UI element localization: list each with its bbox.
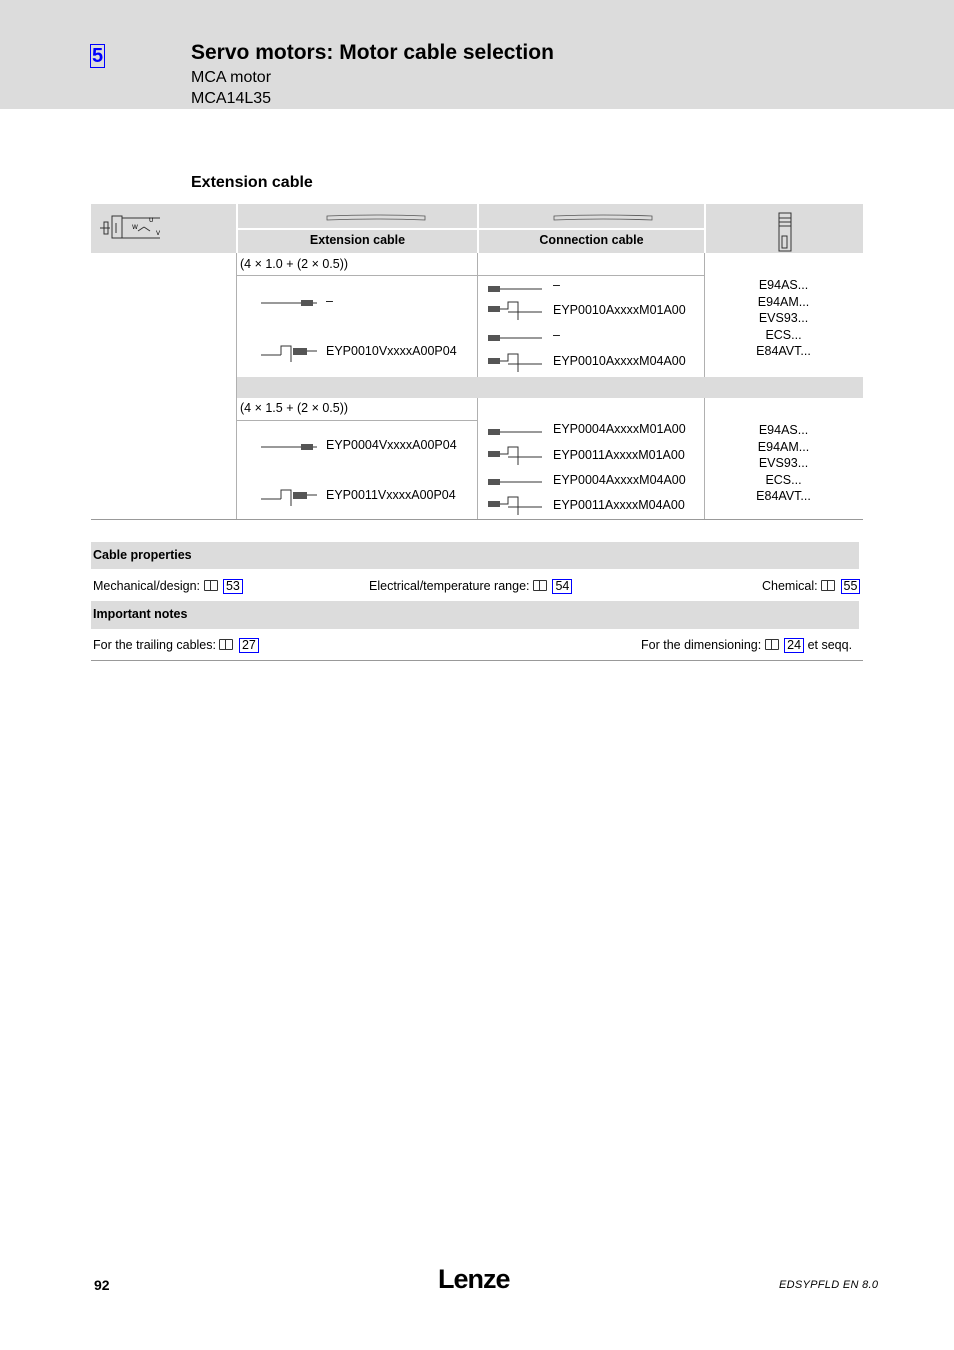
extension-cable-straight-icon [261, 297, 317, 309]
mechanical-ref [93, 579, 243, 594]
drive-item: E94AS... [758, 423, 809, 437]
chapter-number[interactable]: 5 [91, 45, 104, 67]
chemical-label: Chemical: [762, 579, 818, 593]
drive-item: ECS... [765, 472, 802, 487]
trailing-page-link[interactable]: 27 [239, 638, 259, 653]
extension-header-icon-cell [238, 204, 477, 228]
drive-header-cell [706, 204, 863, 253]
mechanical-label: Mechanical/design: [93, 579, 201, 593]
connection-cable-straight-icon [488, 284, 542, 294]
extension-column-header: Extension cable [238, 230, 477, 253]
drive-item: E94AM... [757, 294, 810, 309]
extension-cable-angled-icon [261, 342, 317, 364]
svg-text:U: U [149, 217, 154, 224]
svg-text:W: W [132, 224, 138, 231]
electrical-ref [369, 579, 572, 594]
connection-code: EYP0010AxxxxM01A00 [553, 303, 686, 317]
chemical-ref [762, 579, 860, 594]
connection-code: EYP0010AxxxxM04A00 [553, 354, 686, 368]
connection-code: EYP0011AxxxxM04A00 [553, 498, 685, 512]
drive-item: E94AS... [758, 278, 809, 292]
book-icon [821, 580, 835, 591]
trailing-label: For the trailing cables: [93, 638, 216, 652]
motor-header-cell [91, 204, 236, 253]
connection-cable-straight-icon [488, 333, 542, 343]
motor-icon [100, 213, 160, 243]
drive-item: EVS93... [758, 456, 809, 470]
page-number: 92 [94, 1277, 110, 1293]
chemical-page-link[interactable]: 55 [841, 579, 861, 594]
dimensioning-label: For the dimensioning: [641, 638, 762, 652]
dimensioning-page-link[interactable]: 24 [784, 638, 804, 653]
connection-cable-angled-icon [488, 300, 542, 322]
book-icon [765, 639, 779, 650]
connection-code: EYP0004AxxxxM04A00 [553, 473, 686, 487]
connection-header-icon-cell [479, 204, 704, 228]
trailing-ref [93, 638, 259, 653]
connection-column-header: Connection cable [479, 230, 704, 253]
extension-cable-straight-icon [261, 441, 317, 453]
book-icon [204, 580, 218, 591]
page-subtitle-model: MCA14L35 [191, 90, 272, 107]
mechanical-page-link[interactable]: 53 [223, 579, 243, 594]
group-separator [237, 377, 863, 398]
connection-code: EYP0004AxxxxM01A00 [553, 422, 686, 436]
drive-item: E84AVT... [756, 489, 811, 503]
connection-code: EYP0011AxxxxM01A00 [553, 448, 685, 462]
connection-code: – [553, 328, 560, 342]
important-notes-heading: Important notes [91, 601, 859, 629]
connection-cable-angled-icon [488, 445, 542, 467]
book-icon [533, 580, 547, 591]
extension-code: – [326, 294, 333, 308]
page-subtitle-motor: MCA motor [191, 69, 272, 86]
cable-spec-1: (4 × 1.0 + (2 × 0.5)) [240, 257, 349, 271]
lenze-logo: Lenze [438, 1264, 510, 1294]
connection-cable-straight-icon [488, 477, 542, 487]
book-icon [219, 639, 233, 650]
connection-code: – [553, 278, 560, 292]
drive-item: ECS... [765, 327, 802, 342]
connection-cable-angled-icon [488, 352, 542, 374]
cable-spec-2: (4 × 1.5 + (2 × 0.5)) [240, 401, 349, 415]
electrical-page-link[interactable]: 54 [552, 579, 572, 594]
extension-code: EYP0011VxxxxA00P04 [326, 488, 456, 502]
page-title: Servo motors: Motor cable selection [191, 41, 554, 64]
connection-cable-angled-icon [488, 495, 542, 517]
cable-icon [553, 214, 653, 222]
drive-list-1 [706, 277, 861, 360]
extension-code: EYP0010VxxxxA00P04 [326, 344, 457, 358]
extension-cable-angled-icon [261, 486, 317, 508]
drive-item: E94AM... [757, 439, 810, 454]
drive-item: EVS93... [758, 311, 809, 325]
extension-code: EYP0004VxxxxA00P04 [326, 438, 457, 452]
drive-controller-icon [778, 212, 792, 252]
drive-list-2 [706, 422, 861, 505]
cable-icon [326, 214, 426, 222]
dimensioning-ref [641, 638, 852, 653]
cable-properties-heading: Cable properties [91, 542, 859, 569]
drive-item: E84AVT... [756, 344, 811, 358]
electrical-label: Electrical/temperature range: [369, 579, 530, 593]
svg-text:V: V [156, 230, 160, 237]
dimensioning-suffix: et seqq. [807, 638, 853, 652]
document-id: EDSYPFLD EN 8.0 [779, 1279, 879, 1291]
section-title: Extension cable [191, 174, 313, 191]
connection-cable-straight-icon [488, 427, 542, 437]
